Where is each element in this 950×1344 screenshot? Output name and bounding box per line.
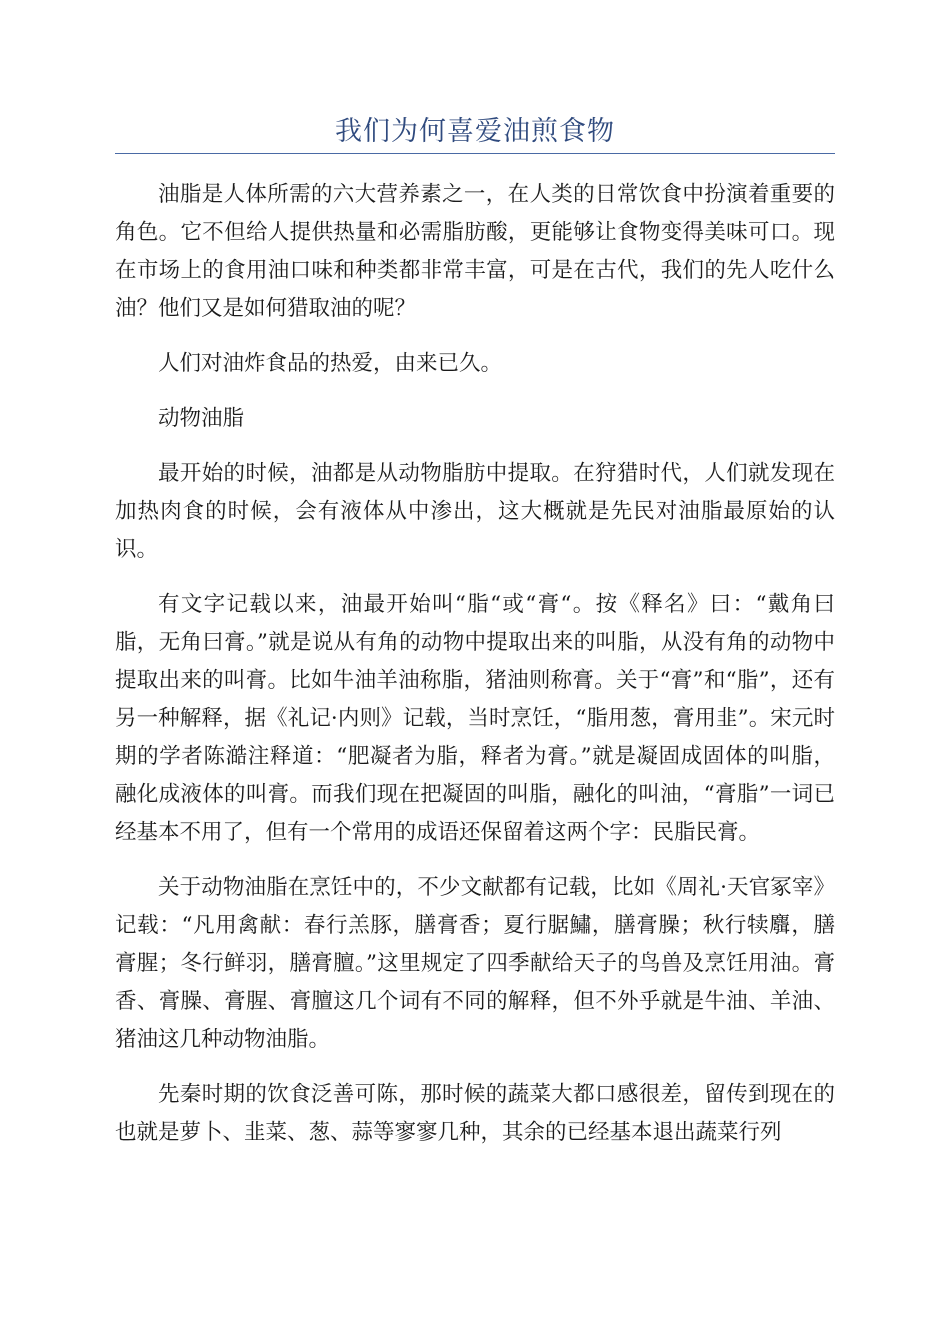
section-heading-animal-fat: 动物油脂 <box>158 406 245 431</box>
paragraph-zhi-gao: 有文字记载以来，油最开始叫“脂“或“膏“。按《释名》曰：“戴角曰脂，无角曰膏。”就是说从有角的动物中提取出来的叫脂，从没有角的动物中提取出来的叫膏。比如牛油羊油称脂，猪油则称膏。关于“膏”和“脂”，还有另一种解释，据《礼记·内则》记载，当时烹饪，“脂用葱，膏用韭”。宋元时期的学者陈澔注释道：“肥凝者为脂，释者为膏。”就是凝固成固体的叫脂，融化成液体的叫膏。而我们现在把凝固的叫脂，融化的叫油，“膏脂”一词已经基本不用了，但有一个常用的成语还保留着这两个字：民脂民膏。 <box>115 592 835 845</box>
document-title: 我们为何喜爱油煎食物 <box>335 116 615 147</box>
paragraph-fried-food: 人们对油炸食品的热爱，由来已久。 <box>158 351 503 376</box>
paragraph-origin: 最开始的时候，油都是从动物脂肪中提取。在狩猎时代，人们就发现在加热肉食的时候，会有液体从中渗出，这大概就是先民对油脂最原始的认识。 <box>115 461 835 562</box>
paragraph-pre-qin: 先秦时期的饮食泛善可陈，那时候的蔬菜大都口感很差，留传到现在的也就是萝卜、韭菜、葱、蒜等寥寥几种，其余的已经基本退出蔬菜行列 <box>115 1082 835 1145</box>
title-underline <box>115 153 835 154</box>
paragraph-intro: 油脂是人体所需的六大营养素之一，在人类的日常饮食中扮演着重要的角色。它不但给人提供热量和必需脂肪酸，更能够让食物变得美味可口。现在市场上的食用油口味和种类都非常丰富，可是在古代，我们的先人吃什么油？他们又是如何猎取油的呢？ <box>115 182 835 321</box>
paragraph-zhouli: 关于动物油脂在烹饪中的，不少文献都有记载，比如《周礼·天官冢宰》记载：“凡用禽献：春行羔豚，膳膏香；夏行腒鱐，膳膏臊；秋行犊麛，膳膏腥；冬行鲜羽，膳膏膻。”这里规定了四季献给天子的鸟兽及烹饪用油。膏香、膏臊、膏腥、膏膻这几个词有不同的解释，但不外乎就是牛油、羊油、猪油这几种动物油脂。 <box>115 875 835 1052</box>
document-body <box>115 176 835 1169</box>
